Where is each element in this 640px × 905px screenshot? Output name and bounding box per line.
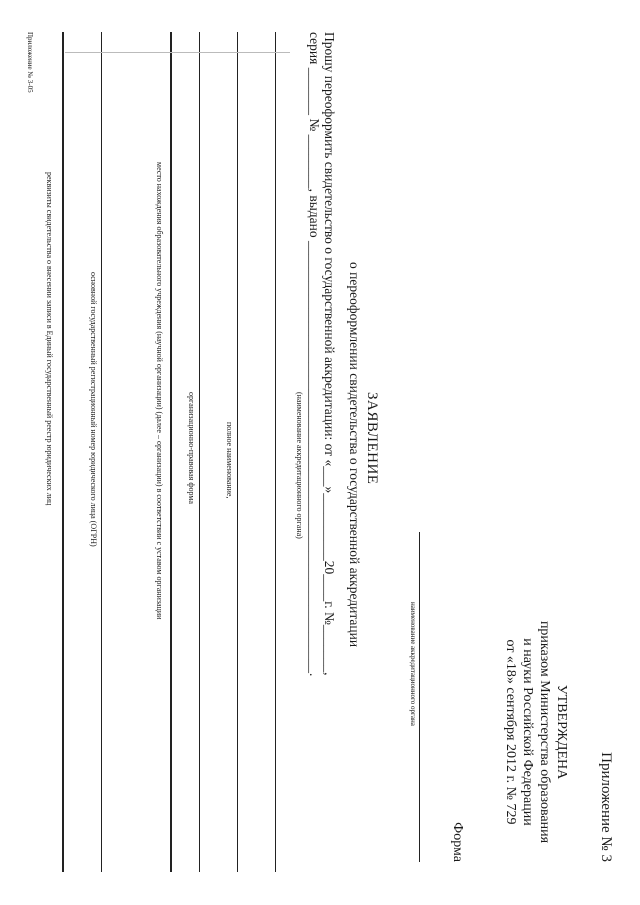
field-line-2 xyxy=(237,32,238,872)
full-name-caption: полное наименование, xyxy=(225,422,234,499)
request-line: Прошу переоформить свидетельство о государственной аккредитации: от «___»__________20____г. №_______, xyxy=(322,32,337,676)
field-line-3 xyxy=(199,32,200,872)
authority-line xyxy=(419,532,420,862)
form-label: Форма xyxy=(450,822,465,862)
authority-caption: наименование аккредитационного органа xyxy=(409,602,417,726)
field-line-5 xyxy=(101,32,102,872)
field-line-6 xyxy=(62,32,64,872)
rotated-form-canvas xyxy=(20,12,620,892)
authority-issued-caption: (наименование аккредитационного органа) xyxy=(295,392,304,539)
approved-line-1: приказом Министерства образования xyxy=(537,620,552,844)
approved-line-2: и науки Российской Федерации xyxy=(520,638,535,826)
document-subtitle: о переоформлении свидетельства о государственной аккредитации xyxy=(347,262,362,648)
approval-block xyxy=(502,602,570,862)
document-title: ЗАЯВЛЕНИЕ xyxy=(364,392,380,485)
location-caption: место нахождения образовательного учреждения (научной организации) (далее – организации) в соответствии с уставом организации xyxy=(155,162,164,620)
left-margin-line xyxy=(65,52,290,53)
appendix-number: Приложение № 3 xyxy=(598,752,614,862)
approved-line-3: от «18» сентября 2012 г. № 729 xyxy=(503,639,518,825)
series-line: серия _______ № ________, выдано ________________________________________________________________. xyxy=(307,32,322,677)
page-mark: Приложение № 3-05 xyxy=(26,32,34,93)
ogrn-caption: основной государственный регистрационный номер юридического лица (ОГРН) xyxy=(89,272,98,547)
field-line-4 xyxy=(170,32,172,872)
legal-form-caption: организационно-правовая форма xyxy=(187,392,196,504)
egrul-caption: реквизиты свидетельства о внесении записи в Единый государственный реестр юридических лиц xyxy=(45,172,54,506)
field-line-1 xyxy=(275,32,276,872)
approved-title: УТВЕРЖДЕНА xyxy=(554,684,569,780)
